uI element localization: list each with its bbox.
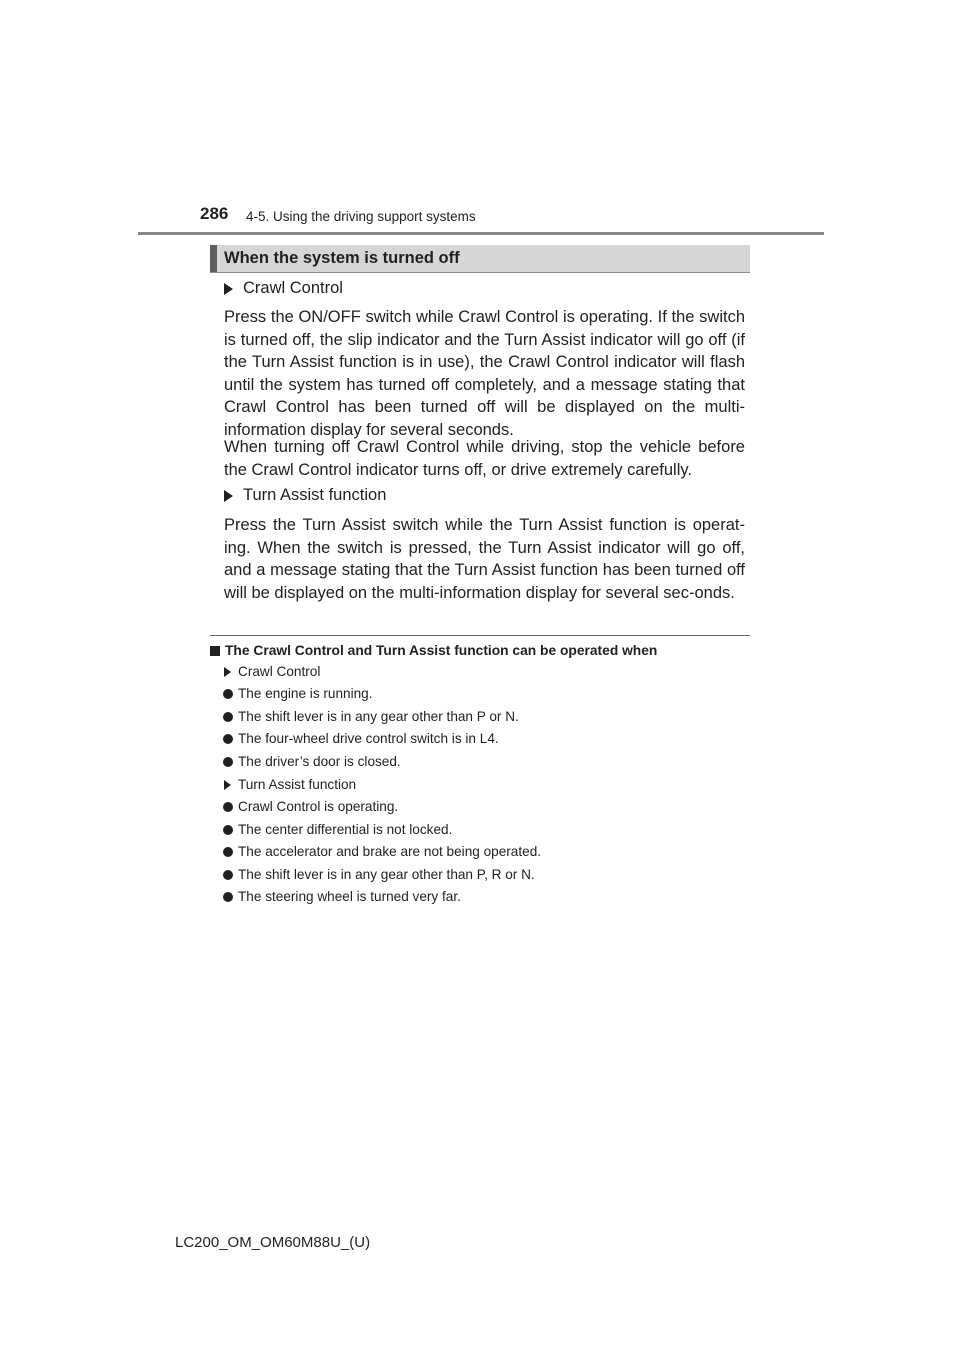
list-item bbox=[223, 822, 452, 837]
list-item bbox=[223, 867, 535, 882]
crawl-control-caution: When turning off Crawl Control while driving, stop the vehicle before the Crawl Control indicator turns off, or drive extremely carefully. bbox=[224, 438, 745, 479]
list-item bbox=[223, 731, 499, 746]
notes-crawl-heading-label: Crawl Control bbox=[238, 664, 321, 679]
list-item-text: The steering wheel is turned very far. bbox=[238, 889, 461, 904]
dot-bullet-icon bbox=[223, 847, 233, 857]
list-item-text: The four-wheel drive control switch is in L4. bbox=[238, 731, 499, 746]
dot-bullet-icon bbox=[223, 689, 233, 699]
section-title-bar bbox=[210, 245, 750, 273]
crawl-control-heading-label: Crawl Control bbox=[243, 279, 343, 297]
list-item bbox=[223, 754, 401, 769]
square-bullet-icon bbox=[210, 646, 220, 656]
dot-bullet-icon bbox=[223, 825, 233, 835]
list-item-text: The driver’s door is closed. bbox=[238, 754, 401, 769]
title-accent bbox=[210, 245, 217, 272]
dot-bullet-icon bbox=[223, 870, 233, 880]
section-header: 4-5. Using the driving support systems bbox=[246, 209, 476, 224]
header-rule bbox=[138, 232, 824, 235]
list-item-text: The accelerator and brake are not being operated. bbox=[238, 844, 542, 859]
page-number: 286 bbox=[200, 204, 229, 223]
notes-crawl-heading bbox=[223, 664, 320, 679]
notes-divider bbox=[210, 635, 750, 636]
dot-bullet-icon bbox=[223, 892, 233, 902]
crawl-control-paragraph: Press the ON/OFF switch while Crawl Control is operating. If the switch is turned off, the slip indicator and the Turn Assist indicator will go off (if the Turn Assist function is in use), the Crawl Control indicator will flash until the system has turned off completely, and a message stating that Crawl Control has been turned off will be displayed on the multi-information display for several seconds. bbox=[224, 308, 745, 439]
dot-bullet-icon bbox=[223, 757, 233, 767]
list-item bbox=[223, 799, 398, 814]
crawl-control-heading bbox=[224, 279, 343, 298]
list-item bbox=[223, 889, 461, 904]
dot-bullet-icon bbox=[223, 802, 233, 812]
notes-turn-heading bbox=[223, 777, 356, 792]
triangle-bullet-icon bbox=[224, 283, 233, 295]
turn-assist-heading-label: Turn Assist function bbox=[243, 486, 387, 504]
list-item bbox=[223, 686, 373, 701]
dot-bullet-icon bbox=[223, 712, 233, 722]
footer-code: LC200_OM_OM60M88U_(U) bbox=[175, 1234, 371, 1251]
section-title: When the system is turned off bbox=[224, 249, 460, 267]
triangle-bullet-icon bbox=[224, 667, 231, 677]
notes-heading-label: The Crawl Control and Turn Assist function can be operated when bbox=[225, 643, 658, 658]
list-item bbox=[223, 709, 519, 724]
triangle-bullet-icon bbox=[224, 490, 233, 502]
list-item-text: The shift lever is in any gear other than P or N. bbox=[238, 709, 519, 724]
notes-turn-heading-label: Turn Assist function bbox=[238, 777, 357, 792]
dot-bullet-icon bbox=[223, 734, 233, 744]
turn-assist-paragraph: Press the Turn Assist switch while the Turn Assist function is operat-ing. When the switch is pressed, the Turn Assist indicator will go off, and a message stating that the Turn Assist function has been turned off will be displayed on the multi-information display for several sec-onds. bbox=[224, 516, 745, 602]
list-item-text: The shift lever is in any gear other than P, R or N. bbox=[238, 867, 535, 882]
list-item-text: The center differential is not locked. bbox=[238, 822, 453, 837]
list-item-text: The engine is running. bbox=[238, 686, 373, 701]
turn-assist-heading bbox=[224, 486, 386, 505]
list-item-text: Crawl Control is operating. bbox=[238, 799, 399, 814]
list-item bbox=[223, 844, 541, 859]
triangle-bullet-icon bbox=[224, 780, 231, 790]
notes-heading bbox=[210, 643, 657, 658]
